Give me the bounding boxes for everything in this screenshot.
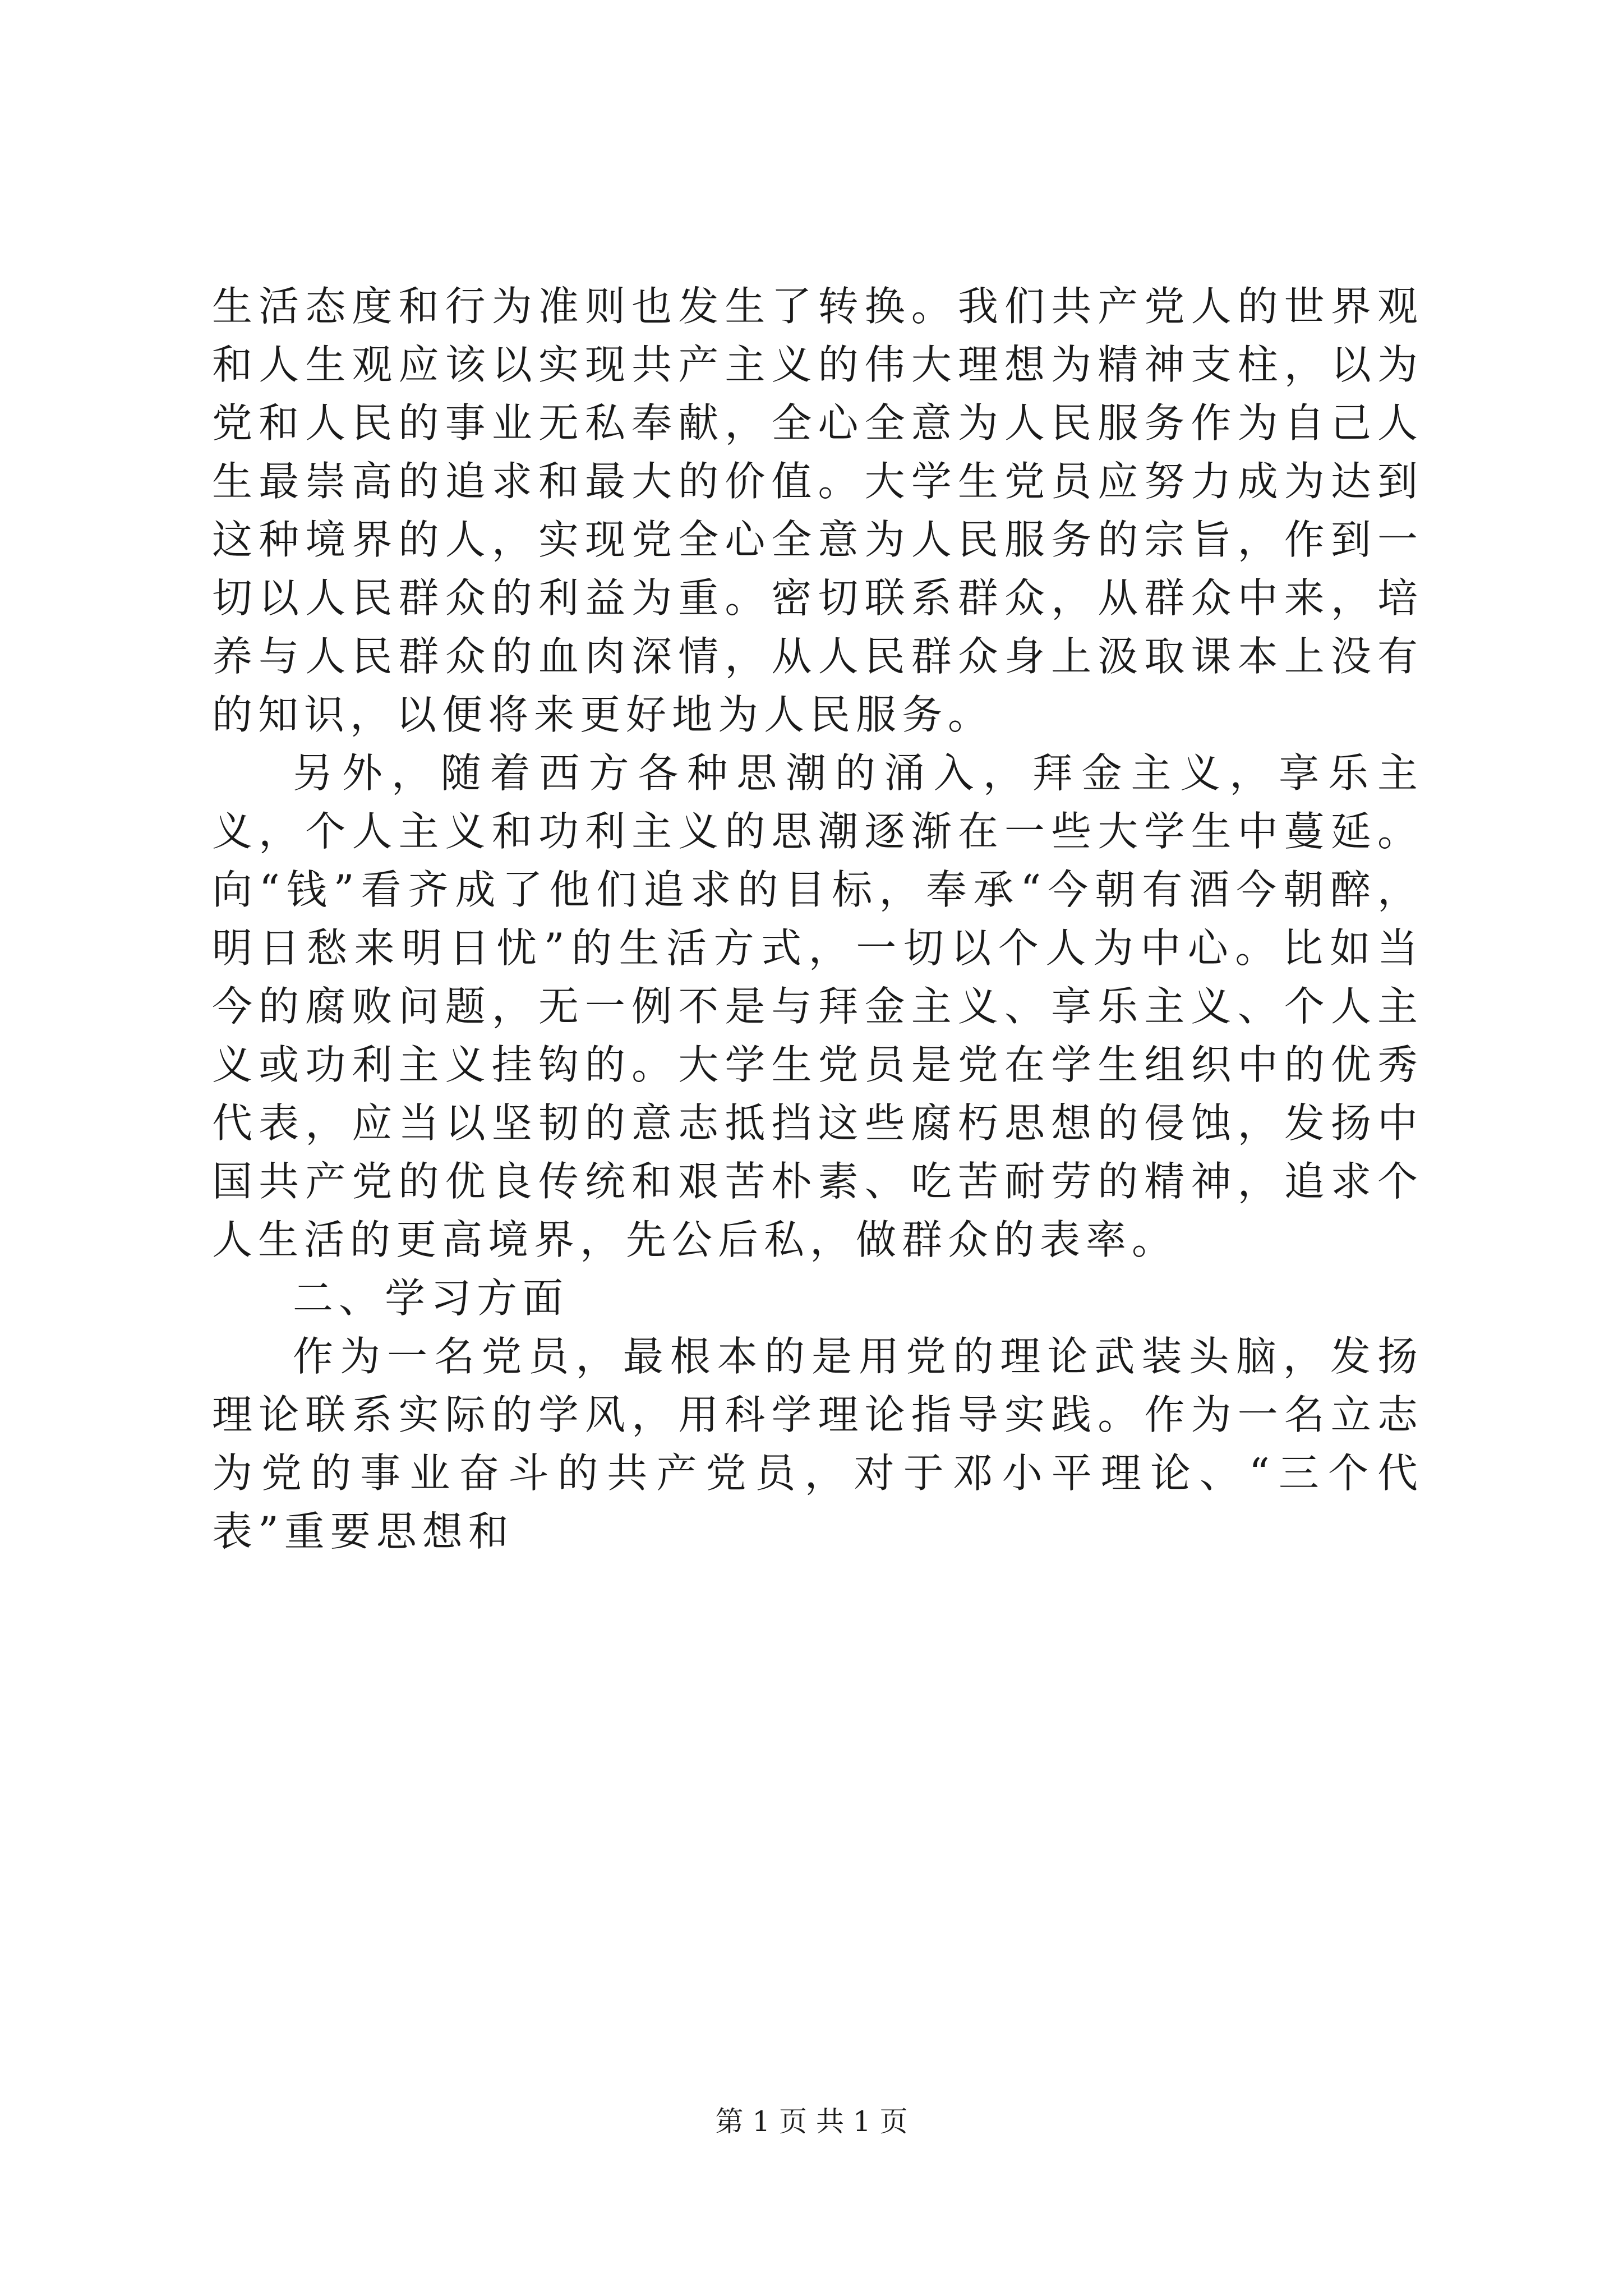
- paragraph-study: 作为一名党员，最根本的是用党的理论武装头脑，发扬理论联系实际的学风，用科学理论指导实践。作为一名立志为党的事业奋斗的共产党员，对于邓小平理论、“三个代表”重要思想和: [212, 1333, 1423, 1555]
- paragraph-continuation: 生活态度和行为准则也发生了转换。我们共产党人的世界观和人生观应该以实现共产主义的伟大理想为精神支柱，以为党和人民的事业无私奉献，全心全意为人民服务作为自己人生最崇高的追求和最大的价值。大学生党员应努力成为达到这种境界的人，实现党全心全意为人民服务的宗旨，作到一切以人民群众的利益为重。密切联系群众，从群众中来，培养与人民群众的血肉深情，从人民群众身上汲取课本上没有的知识，以便将来更好地为人民服务。: [212, 283, 1423, 738]
- paragraph-ideology: 另外，随着西方各种思潮的涌入，拜金主义，享乐主义，个人主义和功利主义的思潮逐渐在一些大学生中蔓延。向“钱”看齐成了他们追求的目标，奉承“今朝有酒今朝醉，明日愁来明日忧”的生活方式，一切以个人为中心。比如当今的腐败问题，无一例不是与拜金主义、享乐主义、个人主义或功利主义挂钩的。大学生党员是党在学生组织中的优秀代表，应当以坚韧的意志抵挡这些腐朽思想的侵蚀，发扬中国共产党的优良传统和艰苦朴素、吃苦耐劳的精神，追求个人生活的更高境界，先公后私，做群众的表率。: [212, 749, 1423, 1263]
- page-number-footer: 第 1 页 共 1 页: [715, 2105, 908, 2138]
- document-body: [212, 277, 1423, 1561]
- section-heading-study: 二、学习方面: [293, 1274, 569, 1322]
